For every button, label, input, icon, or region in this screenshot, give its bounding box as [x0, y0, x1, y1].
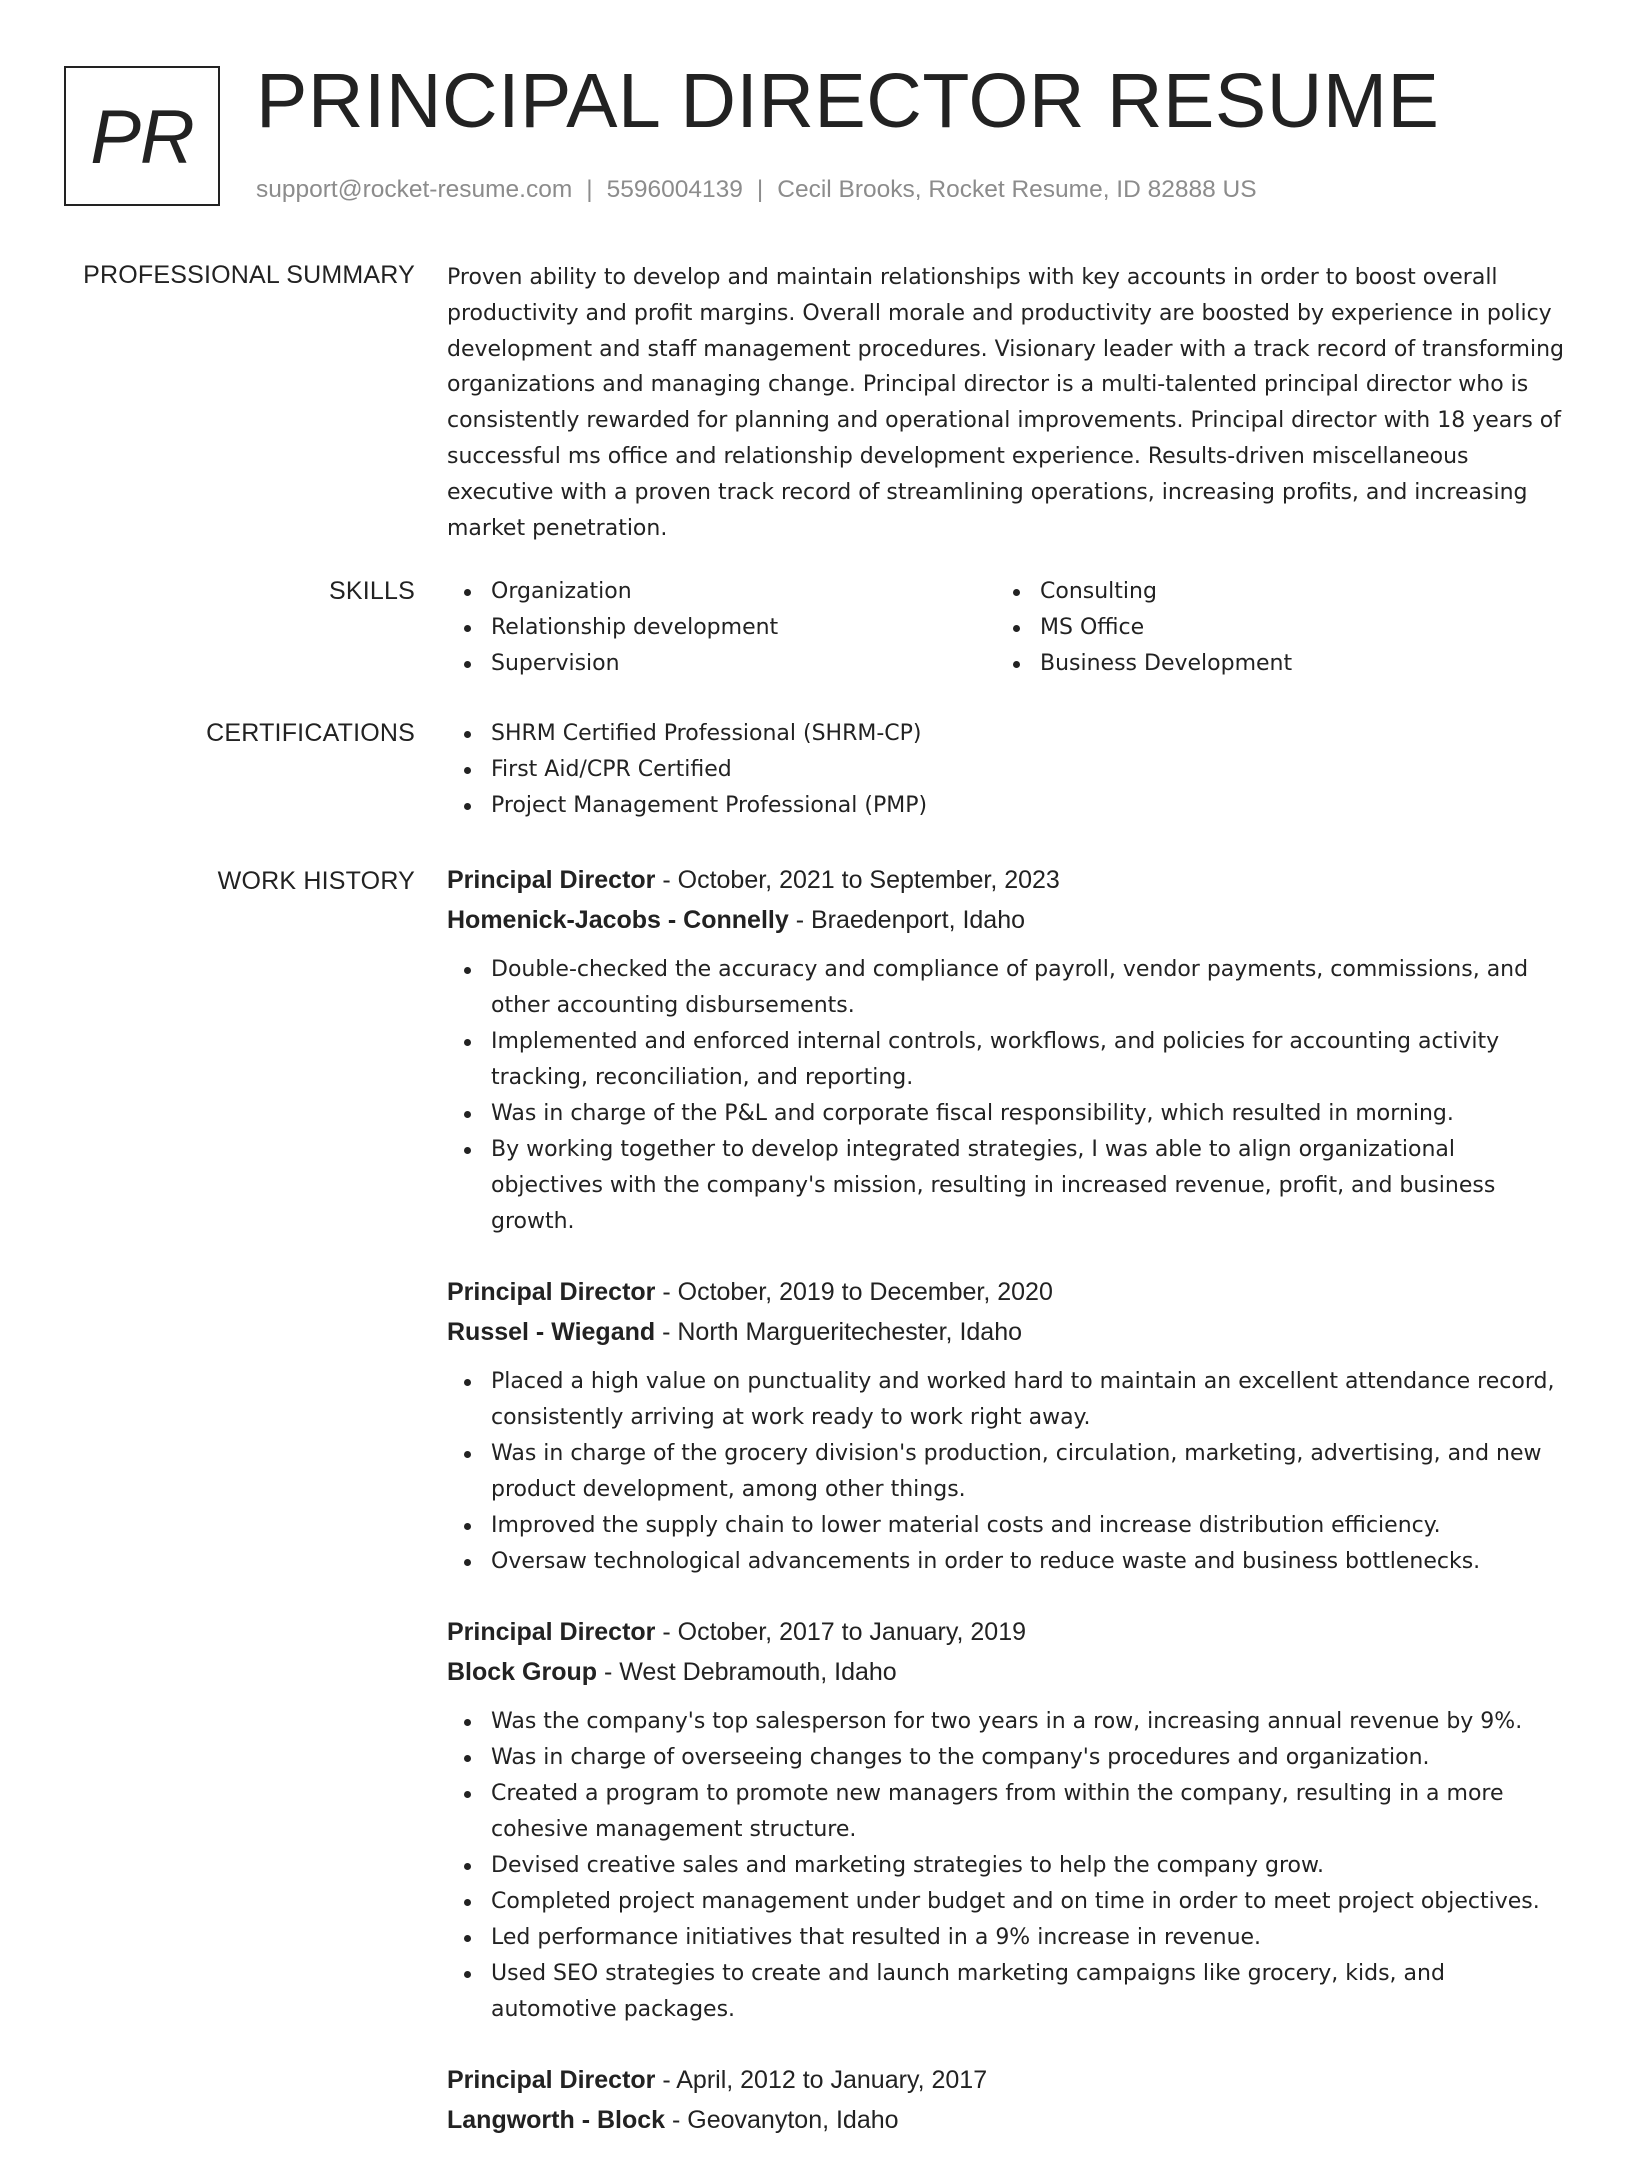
job-entry — [447, 1272, 1572, 1580]
resume-title: PRINCIPAL DIRECTOR RESUME — [256, 58, 1440, 144]
job-company: Russel - Wiegand — [447, 1318, 656, 1346]
job-location: - North Margueritechester, Idaho — [655, 1318, 1023, 1346]
summary-text: Proven ability to develop and maintain relationships with key accounts in order to boost overall productivity and profit margins. Overall morale and productivity are boosted by experience in policy development and staff management procedures. Visionary leader with a track record of transforming organizations and managing change. Principal director is a multi-talented principal director who is consistently rewarded for planning and operational improvements. Principal director with 18 years of successful ms office and relationship development experience. Results-driven miscellaneous executive with a proven track record of streamlining operations, increasing profits, and increasing market penetration. — [447, 265, 1564, 541]
job-title: Principal Director — [447, 1278, 656, 1306]
job-bullet: Improved the supply chain to lower material costs and increase distribution efficiency. — [447, 1508, 1572, 1544]
skills-body — [447, 574, 1572, 682]
contact-separator: | — [756, 176, 764, 203]
job-entry — [447, 2060, 1572, 2140]
certification-item: First Aid/CPR Certified — [447, 752, 1572, 788]
job-location: - West Debramouth, Idaho — [597, 1658, 897, 1686]
job-title-line — [447, 1612, 1572, 1652]
job-dates: - April, 2012 to January, 2017 — [655, 2066, 988, 2094]
contact-separator: | — [586, 176, 593, 203]
job-company: Homenick-Jacobs - Connelly — [447, 906, 789, 934]
skills-column — [447, 574, 996, 682]
job-bullet: Created a program to promote new managers from within the company, resulting in a more cohesive management structure. — [447, 1776, 1572, 1848]
job-title-line — [447, 860, 1572, 900]
skill-item: Relationship development — [447, 610, 996, 646]
job-company-line — [447, 1652, 1572, 1692]
job-dates: - October, 2021 to September, 2023 — [655, 866, 1060, 894]
job-company-line — [447, 900, 1572, 940]
skill-item: MS Office — [996, 610, 1545, 646]
job-bullet: Led performance initiatives that resulted in a 9% increase in revenue. — [447, 1920, 1572, 1956]
job-bullet: Was in charge of the P&L and corporate fiscal responsibility, which resulted in morning. — [447, 1096, 1572, 1132]
contact-address: Cecil Brooks, Rocket Resume, ID 82888 US — [777, 176, 1257, 203]
job-entry — [447, 1612, 1572, 2028]
job-bullet: Oversaw technological advancements in order to reduce waste and business bottlenecks. — [447, 1544, 1572, 1580]
job-bullet: Implemented and enforced internal controls, workflows, and policies for accounting activity tracking, reconciliation, and reporting. — [447, 1024, 1572, 1096]
monogram-badge — [64, 66, 220, 206]
summary-body — [447, 260, 1572, 546]
certifications-body — [447, 716, 1572, 824]
skill-item: Organization — [447, 574, 996, 610]
job-company-line — [447, 2100, 1572, 2140]
job-title-line — [447, 1272, 1572, 1312]
job-company-line — [447, 1312, 1572, 1352]
job-bullet: By working together to develop integrated strategies, I was able to align organizational objectives with the company's mission, resulting in increased revenue, profit, and business growth. — [447, 1132, 1572, 1240]
job-bullet: Placed a high value on punctuality and worked hard to maintain an excellent attendance record, consistently arriving at work ready to work right away. — [447, 1364, 1572, 1436]
job-location: - Braedenport, Idaho — [788, 906, 1026, 934]
skill-item: Business Development — [996, 646, 1545, 682]
job-bullet: Was in charge of the grocery division's production, circulation, marketing, advertising, and new product development, among other things. — [447, 1436, 1572, 1508]
certification-item: SHRM Certified Professional (SHRM-CP) — [447, 716, 1572, 752]
work-history-body — [447, 860, 1572, 2172]
job-title: Principal Director — [447, 1618, 656, 1646]
job-company: Block Group — [447, 1658, 598, 1686]
contact-email: support@rocket-resume.com — [256, 176, 573, 203]
job-title: Principal Director — [447, 866, 656, 894]
skills-heading: SKILLS — [329, 577, 415, 605]
job-title-line — [447, 2060, 1572, 2100]
certifications-heading: CERTIFICATIONS — [206, 719, 415, 747]
skill-item: Supervision — [447, 646, 996, 682]
job-bullet: Used SEO strategies to create and launch marketing campaigns like grocery, kids, and automotive packages. — [447, 1956, 1572, 2028]
job-entry — [447, 860, 1572, 1240]
summary-heading: PROFESSIONAL SUMMARY — [83, 261, 415, 289]
job-location: - Geovanyton, Idaho — [665, 2106, 899, 2134]
contact-phone: 5596004139 — [606, 176, 743, 203]
work-history-heading: WORK HISTORY — [217, 867, 415, 895]
contact-line — [256, 174, 1257, 206]
monogram-text: PR — [90, 94, 194, 180]
certification-item: Project Management Professional (PMP) — [447, 788, 1572, 824]
skills-grid — [447, 574, 1572, 682]
skills-column — [996, 574, 1545, 682]
job-bullet: Devised creative sales and marketing strategies to help the company grow. — [447, 1848, 1572, 1884]
job-dates: - October, 2019 to December, 2020 — [655, 1278, 1053, 1306]
skill-item: Consulting — [996, 574, 1545, 610]
job-title: Principal Director — [447, 2066, 656, 2094]
job-bullet: Was the company's top salesperson for two years in a row, increasing annual revenue by 9%. — [447, 1704, 1572, 1740]
job-bullet: Was in charge of overseeing changes to the company's procedures and organization. — [447, 1740, 1572, 1776]
job-bullet: Double-checked the accuracy and compliance of payroll, vendor payments, commissions, and other accounting disbursements. — [447, 952, 1572, 1024]
job-dates: - October, 2017 to January, 2019 — [655, 1618, 1027, 1646]
job-company: Langworth - Block — [447, 2106, 666, 2134]
job-bullet: Completed project management under budget and on time in order to meet project objectives. — [447, 1884, 1572, 1920]
